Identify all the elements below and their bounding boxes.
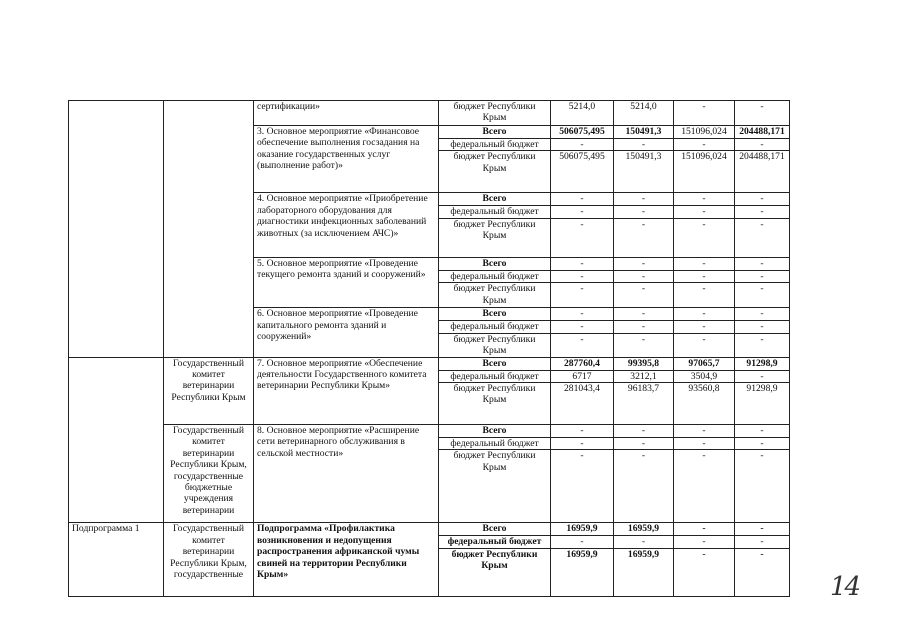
value-cell: - <box>735 101 790 126</box>
source-cell: федеральный бюджет <box>439 536 551 548</box>
value-cell: - <box>674 283 735 308</box>
value-cell: 287760,4 <box>551 357 614 370</box>
value-cell: - <box>674 450 735 523</box>
value-cell: 281043,4 <box>551 383 614 425</box>
source-cell: Всего <box>439 308 551 321</box>
value-cell: - <box>614 139 674 151</box>
value-cell: - <box>551 308 614 321</box>
source-cell: федеральный бюджет <box>439 206 551 218</box>
table-row <box>69 101 790 126</box>
value-cell: - <box>614 206 674 218</box>
value-cell: - <box>674 257 735 270</box>
value-cell: - <box>551 438 614 450</box>
source-cell: федеральный бюджет <box>439 139 551 151</box>
value-cell: - <box>735 283 790 308</box>
source-cell: бюджет Республики Крым <box>439 450 551 523</box>
value-cell: 16959,9 <box>551 523 614 536</box>
value-cell: 96183,7 <box>614 383 674 425</box>
value-cell: - <box>674 523 735 536</box>
executor-cell <box>164 101 254 358</box>
value-cell: - <box>614 536 674 548</box>
value-cell: - <box>735 270 790 282</box>
value-cell: 5214,0 <box>614 101 674 126</box>
value-cell: 97065,7 <box>674 357 735 370</box>
value-cell: - <box>735 450 790 523</box>
value-cell: - <box>735 308 790 321</box>
value-cell: - <box>674 308 735 321</box>
source-cell: бюджет Республики Крым <box>439 548 551 596</box>
source-cell: федеральный бюджет <box>439 270 551 282</box>
value-cell: - <box>551 283 614 308</box>
value-cell: - <box>674 193 735 206</box>
activity-cell: сертификации» <box>254 101 439 126</box>
page-number: 14 <box>830 572 860 602</box>
value-cell: - <box>674 206 735 218</box>
value-cell: 506075,495 <box>551 126 614 139</box>
value-cell: - <box>551 139 614 151</box>
value-cell: - <box>674 101 735 126</box>
executor-cell: Государственный комитет ветеринарии Республики Крым <box>164 357 254 424</box>
source-cell: федеральный бюджет <box>439 370 551 382</box>
value-cell: - <box>674 270 735 282</box>
value-cell: - <box>551 193 614 206</box>
value-cell: 93560,8 <box>674 383 735 425</box>
value-cell: 204488,171 <box>735 126 790 139</box>
value-cell: - <box>674 438 735 450</box>
program-cell: Подпрограмма 1 <box>69 523 164 596</box>
value-cell: - <box>735 536 790 548</box>
source-cell: федеральный бюджет <box>439 438 551 450</box>
value-cell: - <box>674 321 735 333</box>
activity-cell: 6. Основное мероприятие «Проведение капитального ремонта зданий и сооружений» <box>254 308 439 357</box>
value-cell: - <box>551 270 614 282</box>
value-cell: 151096,024 <box>674 151 735 193</box>
value-cell: 91298,9 <box>735 357 790 370</box>
value-cell: - <box>551 218 614 257</box>
value-cell: - <box>735 333 790 357</box>
value-cell: - <box>614 218 674 257</box>
value-cell: - <box>551 450 614 523</box>
value-cell: 99395,8 <box>614 357 674 370</box>
value-cell: - <box>614 283 674 308</box>
source-cell: бюджет Республики Крым <box>439 218 551 257</box>
value-cell: - <box>614 450 674 523</box>
value-cell: 150491,3 <box>614 126 674 139</box>
value-cell: - <box>551 321 614 333</box>
value-cell: - <box>735 425 790 438</box>
source-cell: Всего <box>439 126 551 139</box>
value-cell: - <box>551 206 614 218</box>
budget-table <box>68 100 790 597</box>
value-cell: - <box>614 321 674 333</box>
value-cell: - <box>551 257 614 270</box>
value-cell: - <box>735 548 790 596</box>
activity-cell: 7. Основное мероприятие «Обеспечение деятельности Государственного комитета ветеринарии Республики Крым» <box>254 357 439 424</box>
value-cell: 151096,024 <box>674 126 735 139</box>
value-cell: 16959,9 <box>614 548 674 596</box>
value-cell: 506075,495 <box>551 151 614 193</box>
program-cell <box>69 101 164 358</box>
source-cell: Всего <box>439 357 551 370</box>
value-cell: - <box>614 270 674 282</box>
value-cell: - <box>614 193 674 206</box>
source-cell: Всего <box>439 193 551 206</box>
value-cell: 91298,9 <box>735 383 790 425</box>
source-cell: бюджет Республики Крым <box>439 383 551 425</box>
activity-cell: 8. Основное мероприятие «Расширение сети ветеринарного обслуживания в сельской местности» <box>254 425 439 523</box>
value-cell: 5214,0 <box>551 101 614 126</box>
source-cell: бюджет Республики Крым <box>439 333 551 357</box>
value-cell: - <box>551 333 614 357</box>
source-cell: федеральный бюджет <box>439 321 551 333</box>
source-cell: Всего <box>439 523 551 536</box>
source-cell: бюджет Республики Крым <box>439 283 551 308</box>
executor-cell: Государственный комитет ветеринарии Республики Крым, государственные бюджетные учреждения ветеринарии <box>164 425 254 523</box>
value-cell: - <box>674 139 735 151</box>
value-cell: 150491,3 <box>614 151 674 193</box>
value-cell: 16959,9 <box>614 523 674 536</box>
value-cell: 16959,9 <box>551 548 614 596</box>
value-cell: - <box>735 438 790 450</box>
table-row <box>69 425 790 438</box>
value-cell: - <box>551 536 614 548</box>
source-cell: бюджет Республики Крым <box>439 151 551 193</box>
table-row <box>69 523 790 536</box>
value-cell: - <box>614 438 674 450</box>
value-cell: - <box>735 321 790 333</box>
activity-cell: 3. Основное мероприятие «Финансовое обеспечение выполнения госзадания на оказание государственных услуг (выполнение работ)» <box>254 126 439 193</box>
value-cell: - <box>735 218 790 257</box>
source-cell: Всего <box>439 425 551 438</box>
value-cell: - <box>735 193 790 206</box>
value-cell: - <box>674 548 735 596</box>
value-cell: 204488,171 <box>735 151 790 193</box>
executor-cell: Государственный комитет ветеринарии Республики Крым, государственные <box>164 523 254 596</box>
value-cell: - <box>614 333 674 357</box>
value-cell: - <box>674 425 735 438</box>
activity-cell: Подпрограмма «Профилактика возникновения и недопущения распространения африканской чумы свиней на территории Республики Крым» <box>254 523 439 596</box>
value-cell: - <box>735 370 790 382</box>
activity-cell: 5. Основное мероприятие «Проведение текущего ремонта зданий и сооружений» <box>254 257 439 307</box>
value-cell: - <box>735 139 790 151</box>
value-cell: - <box>735 523 790 536</box>
source-cell: бюджет Республики Крым <box>439 101 551 126</box>
value-cell: 3212,1 <box>614 370 674 382</box>
value-cell: - <box>614 257 674 270</box>
value-cell: - <box>551 425 614 438</box>
value-cell: - <box>674 333 735 357</box>
value-cell: - <box>674 536 735 548</box>
value-cell: - <box>674 218 735 257</box>
value-cell: - <box>614 308 674 321</box>
value-cell: 6717 <box>551 370 614 382</box>
activity-cell: 4. Основное мероприятие «Приобретение лабораторного оборудования для диагностики инфекционных заболеваний животных (за исключением АЧС)» <box>254 193 439 257</box>
program-cell <box>69 357 164 523</box>
value-cell: - <box>614 425 674 438</box>
value-cell: - <box>735 257 790 270</box>
source-cell: Всего <box>439 257 551 270</box>
value-cell: 3504,9 <box>674 370 735 382</box>
value-cell: - <box>735 206 790 218</box>
table-row <box>69 357 790 370</box>
